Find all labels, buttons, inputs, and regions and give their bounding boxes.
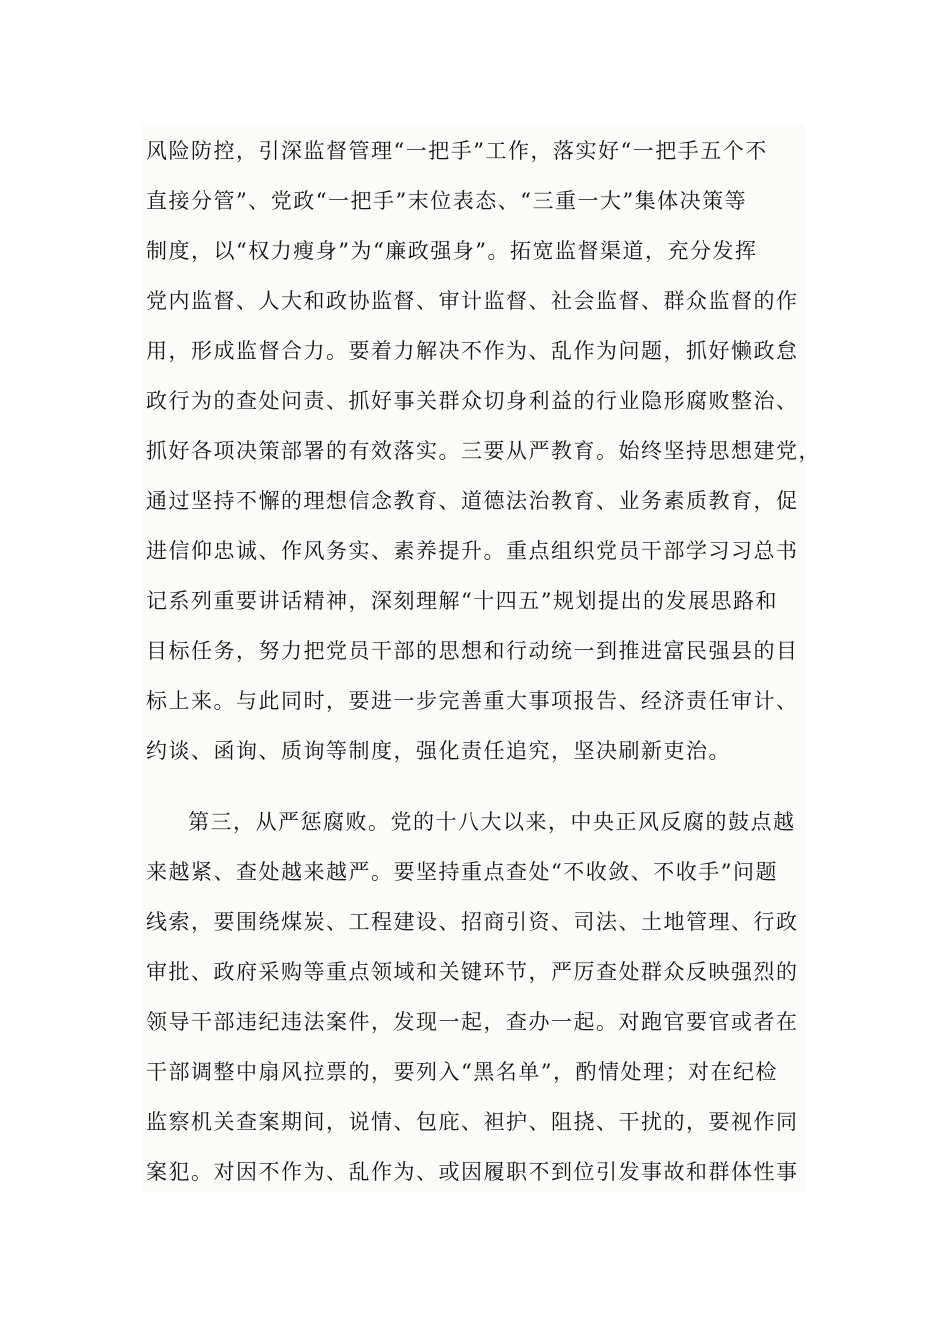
paragraph-2-line: 监察机关查案期间，说情、包庇、袒护、阻挠、干扰的，要视作同 [146, 1110, 799, 1134]
document-body [142, 124, 821, 1192]
paragraph-1-line: 标上来。与此同时，要进一步完善重大事项报告、经济责任审计、 [146, 689, 799, 713]
paragraph-2-line: 干部调整中扇风拉票的，要列入“黑名单”，酌情处理；对在纪检 [146, 1060, 778, 1084]
paragraph-2-line: 领导干部违纪违法案件，发现一起，查办一起。对跑官要官或者在 [146, 1010, 799, 1034]
paragraph-2-line: 来越紧、查处越来越严。要坚持重点查处“不收敛、不收手”问题 [146, 860, 778, 884]
paragraph-2-line: 案犯。对因不作为、乱作为、或因履职不到位引发事故和群体性事 [146, 1160, 799, 1184]
paragraph-2-line: 审批、政府采购等重点领域和关键环节，严厉查处群众反映强烈的 [146, 960, 799, 984]
paragraph-1-line: 党内监督、人大和政协监督、审计监督、社会监督、群众监督的作 [146, 289, 799, 313]
paragraph-1-line: 抓好各项决策部署的有效落实。三要从严教育。始终坚持思想建党， [146, 439, 821, 463]
paragraph-2-line: 线索，要围绕煤炭、工程建设、招商引资、司法、土地管理、行政 [146, 910, 799, 934]
paragraph-1-line: 直接分管”、党政“一把手”末位表态、“三重一大”集体决策等 [146, 189, 748, 213]
paragraph-1-line: 约谈、函询、质询等制度，强化责任追究，坚决刷新吏治。 [146, 739, 731, 763]
paragraph-1-line: 政行为的查处问责、抓好事关群众切身利益的行业隐形腐败整治、 [146, 389, 799, 413]
paragraph-1-line: 进信仰忠诚、作风务实、素养提升。重点组织党员干部学习习总书 [146, 539, 799, 563]
paragraph-1-line: 通过坚持不懈的理想信念教育、道德法治教育、业务素质教育，促 [146, 489, 799, 513]
paragraph-1-line: 风险防控，引深监督管理“一把手”工作，落实好“一把手五个不 [146, 139, 768, 163]
paragraph-1-line: 目标任务，努力把党员干部的思想和行动统一到推进富民强县的目 [146, 639, 799, 663]
paragraph-1-line: 用，形成监督合力。要着力解决不作为、乱作为问题，抓好懒政怠 [146, 339, 799, 363]
paragraph-1-line: 制度，以“权力瘦身”为“廉政强身”。拓宽监督渠道，充分发挥 [146, 239, 758, 263]
paragraph-2-line: 第三，从严惩腐败。党的十八大以来，中央正风反腐的鼓点越 [188, 810, 796, 834]
paragraph-1-line: 记系列重要讲话精神，深刻理解“十四五”规划提出的发展思路和 [146, 589, 778, 613]
